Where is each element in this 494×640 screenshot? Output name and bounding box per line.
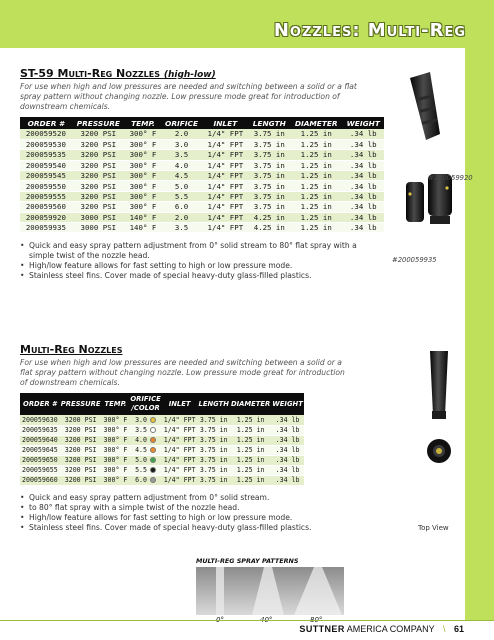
nozzle-side-image [430, 351, 448, 419]
spec-table [20, 393, 304, 486]
table-header-cell: ORIFICE /COLOR [129, 393, 161, 415]
feature-list [20, 493, 350, 533]
table-row [20, 150, 384, 160]
table-cell [129, 445, 161, 455]
footer-separator: \ [442, 624, 446, 634]
table-row [20, 435, 304, 445]
section-title: Multi-Reg Nozzles [20, 343, 123, 356]
table-cell: 1/4" FPT [202, 129, 249, 139]
table-cell [129, 415, 161, 425]
table-cell: 1/4" FPT [163, 476, 196, 484]
table-cell: 200059650 [22, 456, 58, 464]
table-cell: 4.25 in [249, 212, 290, 222]
table-cell: 3200 PSI [60, 465, 102, 475]
table-cell: 3.75 in [197, 435, 229, 445]
pattern-label-40: 40° [260, 616, 273, 624]
orifice-color-dot [150, 427, 156, 433]
table-cell [129, 475, 161, 485]
table-row [20, 465, 304, 475]
table-cell: 200059640 [22, 436, 58, 444]
table-cell: 200059655 [22, 466, 58, 474]
orifice-color-dot [150, 477, 156, 483]
table-cell: 300° F [125, 129, 161, 139]
table-header-cell: TEMP. [125, 117, 161, 129]
table-row [20, 191, 384, 201]
table-header-cell: TEMP. [102, 393, 130, 415]
table-cell: 2.0 [161, 212, 202, 222]
table-header-cell: LENGTH [249, 117, 290, 129]
table-cell: 300° F [125, 202, 161, 212]
image-caption-200059935: #200059935 [392, 256, 437, 264]
table-row [20, 415, 304, 425]
table-cell: 300° F [103, 456, 128, 464]
section-intro: For use when high and low pressures are needed and switching between a solid or a flat spray pattern without changing nozzle. Low pressure mode great for introduction of downstream chemicals. [20, 358, 345, 387]
table-row [20, 139, 384, 149]
table-cell: 3.75 in [249, 139, 290, 149]
table-cell: 1/4" FPT [202, 181, 249, 191]
top-view-caption: Top View [418, 524, 449, 532]
feature-bullet: • to 80° flat spray with a simple twist of the nozzle head. [20, 503, 350, 513]
table-cell: 3200 PSI [72, 160, 125, 170]
table-header-cell: ORDER # [20, 393, 60, 415]
table-cell: 3200 PSI [60, 445, 102, 455]
section-title-text: ST-59 Multi-Reg Nozzles [20, 67, 160, 80]
spray-patterns-photo [196, 567, 344, 615]
table-cell: 3.0 [161, 139, 202, 149]
pattern-label-80: 80° [310, 616, 323, 624]
table-cell: 3000 PSI [72, 212, 125, 222]
table-cell: 1.25 in [230, 415, 271, 425]
table-header-cell: INLET [162, 393, 198, 415]
table-cell: 3200 PSI [72, 181, 125, 191]
table-cell: 300° F [103, 436, 128, 444]
table-cell: 3.75 in [197, 415, 229, 425]
table-cell: 1.25 in [290, 160, 343, 170]
table-cell: 3.75 in [197, 465, 229, 475]
table-cell: 300° F [103, 446, 128, 454]
section-multireg [20, 343, 345, 533]
table-cell: .34 lb [271, 415, 304, 425]
feature-bullet: • High/low feature allows for fast setting to high or low pressure mode. [20, 261, 380, 271]
table-cell: 3.75 in [249, 160, 290, 170]
table-cell: 3200 PSI [60, 415, 102, 425]
table-cell [129, 455, 161, 465]
orifice-color-dot [150, 467, 156, 473]
table-cell: .34 lb [271, 435, 304, 445]
table-cell: 1/4" FPT [202, 171, 249, 181]
table-cell: 1.25 in [290, 223, 343, 233]
table-row [20, 171, 384, 181]
table-cell: .34 lb [271, 445, 304, 455]
table-cell: 3200 PSI [72, 139, 125, 149]
spray-patterns-figure [196, 557, 344, 629]
table-cell: 200059935 [20, 223, 72, 233]
orifice-color-dot [150, 437, 156, 443]
table-cell: 3.75 in [249, 150, 290, 160]
table-header-cell: WEIGHT [271, 393, 304, 415]
table-cell: 200059630 [22, 415, 58, 424]
table-cell: 300° F [125, 150, 161, 160]
table-row [20, 202, 384, 212]
table-cell: 3.75 in [249, 181, 290, 191]
table-cell: 1/4" FPT [163, 436, 196, 444]
table-cell: 300° F [125, 171, 161, 181]
orifice-size: 4.0 [135, 436, 147, 444]
table-cell: 3200 PSI [72, 129, 125, 139]
table-cell: 1/4" FPT [202, 139, 249, 149]
table-cell: 4.5 [161, 171, 202, 181]
table-cell: .34 lb [343, 139, 384, 149]
table-cell: 3.75 in [197, 455, 229, 465]
table-cell: 1.25 in [230, 425, 271, 435]
feature-bullet: • Quick and easy spray pattern adjustment from 0° solid stream to 80° flat spray with a simple twist of the nozzle head. [20, 241, 380, 261]
table-header-cell: ORDER # [20, 117, 72, 129]
table-cell [129, 435, 161, 445]
table-cell: 3200 PSI [72, 150, 125, 160]
table-header-cell: WEIGHT [343, 117, 384, 129]
section-title [20, 67, 390, 80]
table-cell: 1.25 in [290, 150, 343, 160]
table-cell: 3.75 in [197, 445, 229, 455]
table-cell: 300° F [103, 415, 128, 424]
table-header-cell: DIAMETER [230, 393, 271, 415]
table-cell: .34 lb [343, 212, 384, 222]
table-cell: 200059660 [22, 476, 58, 484]
table-cell: 3200 PSI [72, 171, 125, 181]
table-cell: .34 lb [271, 465, 304, 475]
table-cell: 3.75 in [197, 425, 229, 435]
table-cell: 3200 PSI [60, 455, 102, 465]
orifice-size: 3.0 [135, 415, 147, 424]
pattern-label-0: 0° [216, 616, 224, 624]
image-caption-200059920: #200059920 [428, 174, 473, 182]
table-cell: 1.25 in [290, 191, 343, 201]
section-subtitle: (high-low) [163, 70, 216, 80]
table-cell: 4.0 [161, 160, 202, 170]
table-cell: 1/4" FPT [163, 415, 196, 424]
table-row [20, 129, 384, 139]
nozzle-200059920-image [410, 72, 440, 140]
table-cell: .34 lb [343, 150, 384, 160]
table-row [20, 445, 304, 455]
orifice-size: 6.0 [135, 476, 147, 484]
table-cell: 1/4" FPT [202, 160, 249, 170]
table-cell: 300° F [103, 426, 128, 434]
table-cell: 1/4" FPT [163, 466, 196, 474]
nozzle-images-st59 [392, 70, 472, 270]
table-cell: 3200 PSI [60, 435, 102, 445]
footer-divider [0, 620, 494, 621]
table-cell: 4.25 in [249, 223, 290, 233]
table-cell: 200059545 [20, 171, 72, 181]
table-cell: 1.25 in [230, 465, 271, 475]
table-cell: 1.25 in [290, 181, 343, 191]
table-cell: 1.25 in [230, 445, 271, 455]
table-cell: 2.0 [161, 129, 202, 139]
table-row [20, 181, 384, 191]
table-cell: 3200 PSI [60, 475, 102, 485]
table-row [20, 425, 304, 435]
table-cell: 3.75 in [197, 475, 229, 485]
orifice-color-dot [150, 457, 156, 463]
table-cell: .34 lb [343, 202, 384, 212]
table-cell: 200059540 [20, 160, 72, 170]
table-header-cell: PRESSURE [72, 117, 125, 129]
orifice-size: 5.0 [135, 456, 147, 464]
table-cell: 1/4" FPT [202, 150, 249, 160]
table-cell: .34 lb [343, 171, 384, 181]
table-cell: .34 lb [343, 129, 384, 139]
feature-bullet: • Quick and easy spray pattern adjustment from 0° solid stream. [20, 493, 350, 503]
table-cell: 300° F [125, 139, 161, 149]
table-cell: 1.25 in [290, 139, 343, 149]
table-cell: 3.75 in [249, 129, 290, 139]
feature-bullet: • Stainless steel fins. Cover made of special heavy-duty glass-filled plastics. [20, 523, 350, 533]
table-cell: 5.5 [161, 191, 202, 201]
footer-company: AMERICA COMPANY [346, 624, 435, 634]
table-cell: .34 lb [343, 223, 384, 233]
table-cell: .34 lb [343, 160, 384, 170]
table-cell: 200059635 [22, 426, 58, 434]
table-cell [129, 425, 161, 435]
footer-brand: SUTTNER [299, 624, 345, 634]
table-row [20, 212, 384, 222]
table-cell: 300° F [125, 191, 161, 201]
table-cell: 1.25 in [230, 475, 271, 485]
table-cell: 300° F [103, 466, 128, 474]
page-number: 61 [453, 624, 464, 634]
table-header-cell: ORIFICE [161, 117, 202, 129]
orifice-size: 3.5 [135, 426, 147, 434]
table-cell: 1.25 in [290, 212, 343, 222]
table-row [20, 160, 384, 170]
feature-bullet: • High/low feature allows for fast setting to high or low pressure mode. [20, 513, 350, 523]
table-cell: 200059535 [20, 150, 72, 160]
table-cell: 3.5 [161, 223, 202, 233]
orifice-size: 4.5 [135, 446, 147, 454]
table-cell: 1.25 in [230, 455, 271, 465]
table-cell: 3.75 in [249, 171, 290, 181]
table-cell: .34 lb [271, 455, 304, 465]
table-cell: 1/4" FPT [202, 202, 249, 212]
table-cell: 300° F [125, 181, 161, 191]
table-cell: 200059555 [20, 191, 72, 201]
feature-list [20, 241, 380, 281]
table-cell: .34 lb [343, 181, 384, 191]
nozzle-images-multireg [414, 345, 464, 475]
table-cell: 3000 PSI [72, 223, 125, 233]
section-intro: For use when high and low pressures are needed and switching between a solid or a flat spray pattern without changing nozzle. Low pressure mode great for introduction of downstream chemicals. [20, 82, 357, 111]
page-footer [299, 624, 464, 634]
table-cell: 200059645 [22, 446, 58, 454]
page-title: Nozzles: Multi-Reg [273, 20, 466, 41]
table-cell: 1/4" FPT [163, 446, 196, 454]
orifice-color-dot [150, 417, 156, 423]
table-cell: 5.0 [161, 181, 202, 191]
table-cell: 1/4" FPT [202, 212, 249, 222]
table-cell: 200059520 [20, 129, 72, 139]
table-cell: 1.25 in [290, 202, 343, 212]
table-cell: 1.25 in [290, 129, 343, 139]
table-cell: 3200 PSI [60, 425, 102, 435]
table-cell: 1.25 in [230, 435, 271, 445]
table-cell: 6.0 [161, 202, 202, 212]
table-cell: 1/4" FPT [163, 426, 196, 434]
spec-table [20, 117, 384, 233]
table-cell: 300° F [125, 160, 161, 170]
table-cell: 140° F [125, 212, 161, 222]
table-header-cell: INLET [202, 117, 249, 129]
table-cell [129, 465, 161, 475]
spray-patterns-title: MULTI-REG SPRAY PATTERNS [196, 557, 299, 565]
section-st59 [20, 67, 390, 281]
table-cell: 300° F [103, 476, 128, 484]
table-row [20, 475, 304, 485]
nozzle-top-view-image [427, 439, 451, 463]
table-header-cell: LENGTH [197, 393, 229, 415]
table-cell: 3200 PSI [72, 191, 125, 201]
table-cell: 200059920 [20, 212, 72, 222]
table-cell: 200059550 [20, 181, 72, 191]
table-cell: 3.75 in [249, 191, 290, 201]
orifice-color-dot [150, 447, 156, 453]
table-cell: 1/4" FPT [202, 191, 249, 201]
table-cell: 3200 PSI [72, 202, 125, 212]
feature-bullet: • Stainless steel fins. Cover made of special heavy-duty glass-filled plastics. [20, 271, 380, 281]
table-cell: 1/4" FPT [163, 456, 196, 464]
table-cell: 3.5 [161, 150, 202, 160]
table-cell: 140° F [125, 223, 161, 233]
table-cell: .34 lb [343, 191, 384, 201]
table-cell: 3.75 in [249, 202, 290, 212]
table-cell: 200059530 [20, 139, 72, 149]
table-header-cell: PRESSURE [60, 393, 102, 415]
table-row [20, 223, 384, 233]
table-cell: 1.25 in [290, 171, 343, 181]
table-cell: .34 lb [271, 475, 304, 485]
table-cell: .34 lb [271, 425, 304, 435]
table-cell: 1/4" FPT [202, 223, 249, 233]
table-cell: 200059560 [20, 202, 72, 212]
table-row [20, 455, 304, 465]
orifice-size: 5.5 [135, 466, 147, 474]
table-header-cell: DIAMETER [290, 117, 343, 129]
